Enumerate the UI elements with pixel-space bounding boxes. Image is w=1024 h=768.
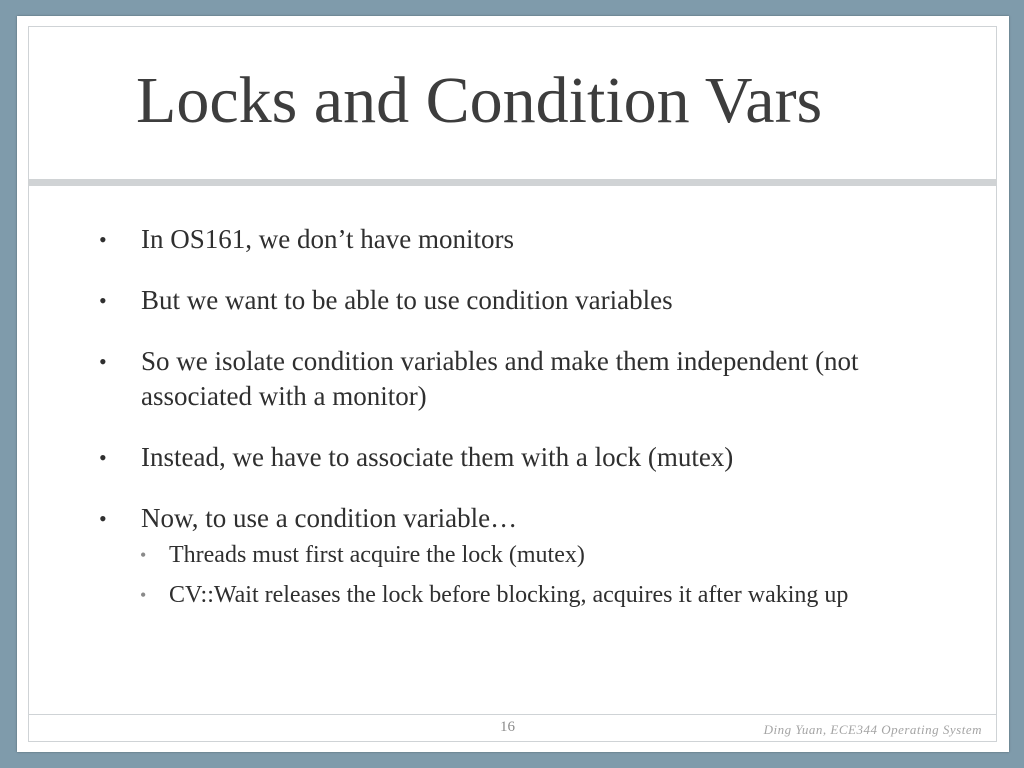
- bullet-marker: •: [99, 506, 107, 531]
- title-divider: [28, 179, 997, 186]
- footer-credit: Ding Yuan, ECE344 Operating System: [763, 722, 982, 737]
- page-number: 16: [500, 719, 515, 735]
- subbullet-marker: •: [140, 545, 147, 565]
- bullet-item: [99, 440, 919, 475]
- subbullet-text: Threads must first acquire the lock (mutex): [169, 542, 585, 568]
- slide: [17, 16, 1009, 752]
- bullet-item: [99, 344, 919, 414]
- subbullet-item: [99, 580, 919, 610]
- subbullet-marker: •: [140, 585, 147, 605]
- bullet-item: [99, 501, 919, 536]
- bullet-text: So we isolate condition variables and make them independent (not associated with a monitor): [141, 346, 859, 411]
- bullet-marker: •: [99, 445, 107, 470]
- subbullet-list: [99, 540, 919, 610]
- slide-content: [99, 222, 919, 636]
- bullet-marker: •: [99, 349, 107, 374]
- bullet-item: [99, 283, 919, 318]
- slide-title: Locks and Condition Vars: [136, 64, 823, 137]
- subbullet-text: CV::Wait releases the lock before blocking, acquires it after waking up: [169, 582, 849, 608]
- bullet-item: [99, 222, 919, 257]
- bullet-text: But we want to be able to use condition variables: [141, 285, 673, 315]
- bullet-marker: •: [99, 288, 107, 313]
- bullet-marker: •: [99, 227, 107, 252]
- subbullet-item: [99, 540, 919, 570]
- bullet-text: Now, to use a condition variable…: [141, 503, 518, 533]
- bullet-text: Instead, we have to associate them with a lock (mutex): [141, 442, 734, 472]
- bullet-text: In OS161, we don’t have monitors: [141, 224, 514, 254]
